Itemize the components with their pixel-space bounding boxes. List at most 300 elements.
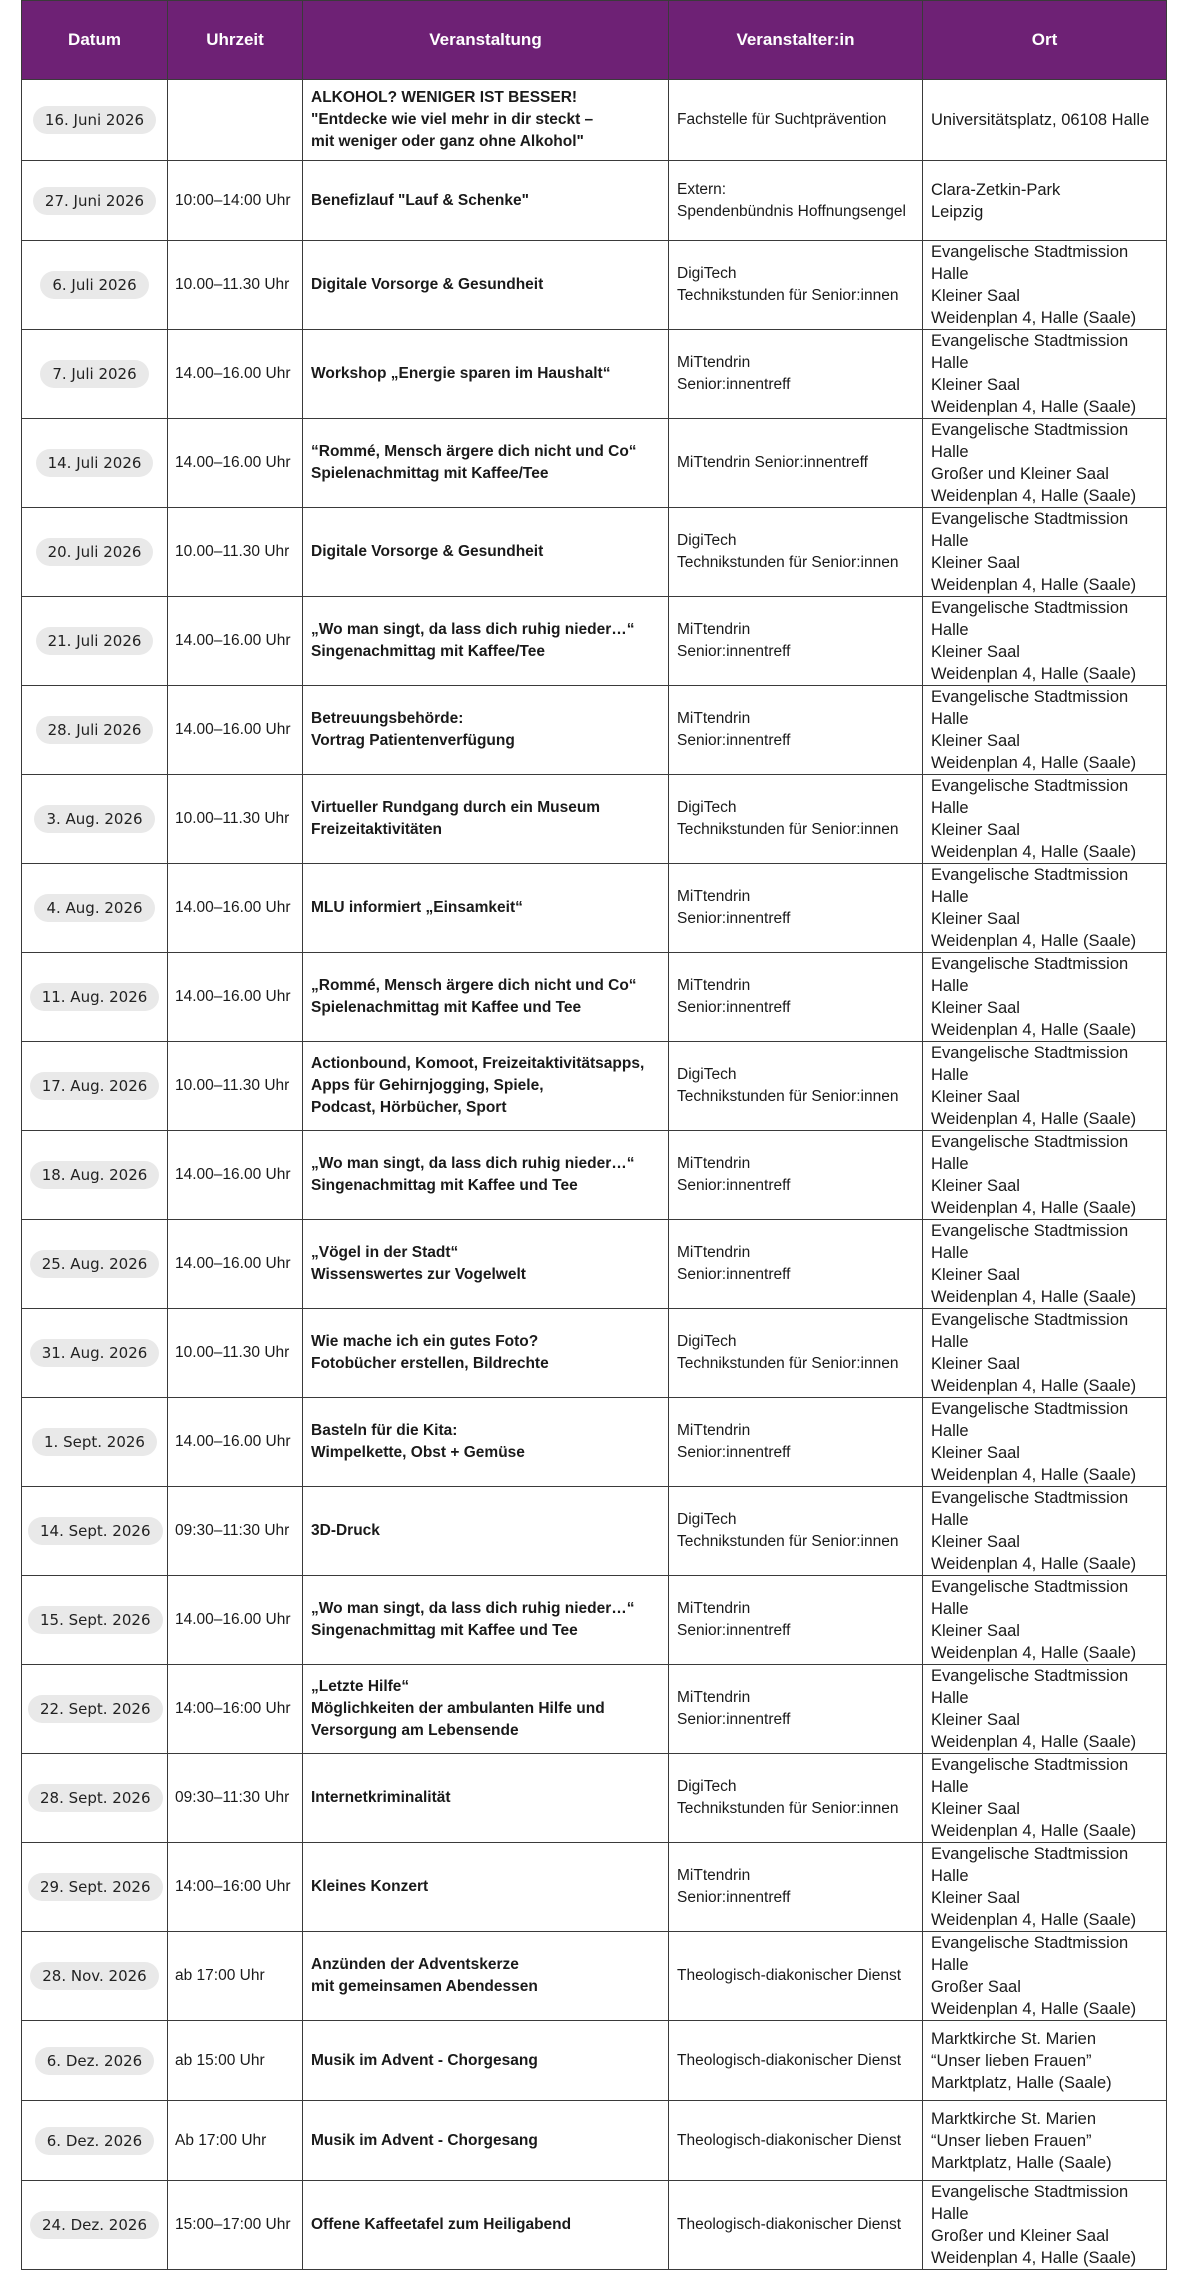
date-cell	[22, 953, 168, 1042]
place-cell	[923, 1754, 1167, 1843]
place-line: Evangelische Stadtmission Halle	[931, 688, 1129, 728]
event-cell	[303, 775, 669, 864]
date-badge: 11. Aug. 2026	[30, 983, 160, 1011]
place-line: Kleiner Saal	[931, 1533, 1020, 1551]
place-line: Evangelische Stadtmission Halle	[931, 1845, 1129, 1885]
table-row	[22, 1487, 1167, 1576]
event-cell	[303, 1665, 669, 1754]
place-cell	[923, 1487, 1167, 1576]
organizer-line: MiTtendrin	[677, 1600, 751, 1617]
place-cell	[923, 80, 1167, 161]
event-line: Virtueller Rundgang durch ein Museum	[311, 799, 601, 816]
date-badge: 21. Juli 2026	[36, 627, 154, 655]
place-line: Weidenplan 4, Halle (Saale)	[931, 1377, 1137, 1395]
table-row	[22, 686, 1167, 775]
organizer-line: Senior:innentreff	[677, 1444, 791, 1461]
organizer-cell	[669, 80, 923, 161]
event-line: Anzünden der Adventskerze	[311, 1956, 519, 1973]
place-line: Evangelische Stadtmission Halle	[931, 1578, 1129, 1618]
date-badge: 22. Sept. 2026	[28, 1695, 163, 1723]
event-line: Apps für Gehirnjogging, Spiele,	[311, 1077, 544, 1094]
date-cell	[22, 2101, 168, 2181]
place-line: “Unser lieben Frauen”	[931, 2051, 1092, 2070]
table-row	[22, 597, 1167, 686]
event-line: Wimpelkette, Obst + Gemüse	[311, 1444, 525, 1461]
event-cell	[303, 2181, 669, 2270]
place-line: Marktplatz, Halle (Saale)	[931, 2073, 1112, 2092]
event-line: MLU informiert „Einsamkeit“	[311, 899, 523, 916]
event-line: Benefizlauf "Lauf & Schenke"	[311, 191, 529, 209]
event-cell	[303, 2101, 669, 2181]
place-line: Evangelische Stadtmission Halle	[931, 1311, 1129, 1351]
place-line: Evangelische Stadtmission Halle	[931, 243, 1129, 283]
table-row	[22, 80, 1167, 161]
event-line: Vortrag Patientenverfügung	[311, 732, 515, 749]
organizer-line: MiTtendrin	[677, 977, 751, 994]
event-line: Kleines Konzert	[311, 1878, 429, 1895]
place-line: Marktkirche St. Marien	[931, 2029, 1097, 2048]
organizer-cell	[669, 330, 923, 419]
time-cell: 14.00–16.00 Uhr	[168, 330, 303, 419]
date-badge: 6. Dez. 2026	[35, 2047, 154, 2075]
organizer-line: DigiTech	[677, 1778, 737, 1795]
event-cell	[303, 864, 669, 953]
date-badge: 24. Dez. 2026	[30, 2211, 159, 2239]
event-line: Workshop „Energie sparen im Haushalt“	[311, 365, 611, 382]
organizer-line: MiTtendrin	[677, 1422, 751, 1439]
event-line: Digitale Vorsorge & Gesundheit	[311, 276, 544, 293]
organizer-line: DigiTech	[677, 1333, 737, 1350]
event-line: „Vögel in der Stadt“	[311, 1244, 459, 1261]
organizer-line: Theologisch-diakonischer Dienst	[677, 2131, 902, 2149]
place-cell	[923, 1843, 1167, 1932]
date-badge: 3. Aug. 2026	[34, 805, 154, 833]
column-header-veranstalterin: Veranstalter:in	[669, 1, 923, 80]
place-line: Universitätsplatz, 06108 Halle	[931, 111, 1150, 129]
table-row	[22, 1398, 1167, 1487]
place-line: Kleiner Saal	[931, 1711, 1020, 1729]
date-cell	[22, 330, 168, 419]
column-header-uhrzeit: Uhrzeit	[168, 1, 303, 80]
table-row	[22, 241, 1167, 330]
place-line: Weidenplan 4, Halle (Saale)	[931, 1466, 1137, 1484]
organizer-line: DigiTech	[677, 799, 737, 816]
table-row	[22, 508, 1167, 597]
table-row	[22, 1131, 1167, 1220]
organizer-line: Technikstunden für Senior:innen	[677, 821, 899, 838]
organizer-line: Technikstunden für Senior:innen	[677, 287, 899, 304]
organizer-line: MiTtendrin	[677, 621, 751, 638]
place-line: Kleiner Saal	[931, 287, 1020, 305]
organizer-cell	[669, 1042, 923, 1131]
organizer-cell	[669, 1576, 923, 1665]
event-line: „Wo man singt, da lass dich ruhig nieder…“	[311, 1155, 635, 1172]
organizer-cell	[669, 775, 923, 864]
table-row	[22, 1843, 1167, 1932]
date-cell	[22, 775, 168, 864]
place-line: Weidenplan 4, Halle (Saale)	[931, 754, 1137, 772]
place-line: Kleiner Saal	[931, 910, 1020, 928]
place-line: Kleiner Saal	[931, 821, 1020, 839]
organizer-cell	[669, 1398, 923, 1487]
date-cell	[22, 1843, 168, 1932]
event-cell	[303, 1487, 669, 1576]
place-cell	[923, 241, 1167, 330]
place-line: Leipzig	[931, 202, 984, 221]
date-badge: 31. Aug. 2026	[30, 1339, 160, 1367]
date-cell	[22, 2021, 168, 2101]
event-cell	[303, 1220, 669, 1309]
place-line: Evangelische Stadtmission Halle	[931, 1756, 1129, 1796]
organizer-line: Senior:innentreff	[677, 1266, 791, 1283]
event-cell	[303, 1932, 669, 2021]
event-line: Singenachmittag mit Kaffee und Tee	[311, 1622, 578, 1639]
organizer-line: Senior:innentreff	[677, 1889, 791, 1906]
place-line: Evangelische Stadtmission Halle	[931, 421, 1129, 461]
date-cell	[22, 1932, 168, 2021]
column-header-veranstaltung: Veranstaltung	[303, 1, 669, 80]
place-cell	[923, 1665, 1167, 1754]
place-line: Evangelische Stadtmission Halle	[931, 1934, 1129, 1974]
event-line: Spielenachmittag mit Kaffee und Tee	[311, 999, 582, 1016]
event-line: Wie mache ich ein gutes Foto?	[311, 1333, 539, 1350]
event-line: Musik im Advent - Chorgesang	[311, 2131, 538, 2149]
event-line: Versorgung am Lebensende	[311, 1722, 519, 1739]
event-cell	[303, 1843, 669, 1932]
organizer-cell	[669, 686, 923, 775]
time-cell: 10:00–14:00 Uhr	[168, 161, 303, 241]
event-line: “Rommé, Mensch ärgere dich nicht und Co“	[311, 443, 637, 460]
place-line: Weidenplan 4, Halle (Saale)	[931, 2000, 1137, 2018]
event-line: Basteln für die Kita:	[311, 1422, 458, 1439]
date-badge: 18. Aug. 2026	[30, 1161, 160, 1189]
table-row	[22, 1576, 1167, 1665]
time-cell: 14.00–16.00 Uhr	[168, 419, 303, 508]
organizer-cell	[669, 1131, 923, 1220]
place-line: Kleiner Saal	[931, 999, 1020, 1017]
organizer-cell	[669, 419, 923, 508]
event-line: Offene Kaffeetafel zum Heiligabend	[311, 2216, 572, 2233]
place-line: Weidenplan 4, Halle (Saale)	[931, 398, 1137, 416]
place-line: Marktplatz, Halle (Saale)	[931, 2153, 1112, 2172]
event-line: mit weniger oder ganz ohne Alkohol"	[311, 133, 584, 150]
time-cell: ab 17:00 Uhr	[168, 1932, 303, 2021]
time-cell: 14.00–16.00 Uhr	[168, 1220, 303, 1309]
time-cell: 10.00–11.30 Uhr	[168, 1309, 303, 1398]
place-line: Kleiner Saal	[931, 1266, 1020, 1284]
table-row	[22, 2101, 1167, 2181]
time-cell: 14.00–16.00 Uhr	[168, 1576, 303, 1665]
time-cell: 14.00–16.00 Uhr	[168, 953, 303, 1042]
date-badge: 14. Juli 2026	[36, 449, 154, 477]
place-cell	[923, 1131, 1167, 1220]
organizer-line: Fachstelle für Suchtprävention	[677, 111, 887, 128]
place-line: Evangelische Stadtmission Halle	[931, 1400, 1129, 1440]
date-badge: 25. Aug. 2026	[30, 1250, 160, 1278]
place-cell	[923, 2021, 1167, 2101]
event-line: Internetkriminalität	[311, 1789, 451, 1806]
event-line: ALKOHOL? WENIGER IST BESSER!	[311, 89, 578, 106]
organizer-line: DigiTech	[677, 1511, 737, 1528]
organizer-line: Senior:innentreff	[677, 1177, 791, 1194]
place-cell	[923, 419, 1167, 508]
table-header	[22, 1, 1167, 80]
place-line: Evangelische Stadtmission Halle	[931, 777, 1129, 817]
organizer-line: MiTtendrin Senior:innentreff	[677, 454, 868, 471]
place-line: Kleiner Saal	[931, 1622, 1020, 1640]
table-row	[22, 953, 1167, 1042]
time-cell: 10.00–11.30 Uhr	[168, 1042, 303, 1131]
place-line: Großer und Kleiner Saal	[931, 2227, 1109, 2245]
event-cell	[303, 161, 669, 241]
date-badge: 16. Juni 2026	[33, 106, 156, 134]
place-cell	[923, 1576, 1167, 1665]
place-line: “Unser lieben Frauen”	[931, 2131, 1092, 2150]
event-line: Podcast, Hörbücher, Sport	[311, 1099, 507, 1116]
date-badge: 6. Juli 2026	[40, 271, 148, 299]
table-row	[22, 1309, 1167, 1398]
organizer-cell	[669, 597, 923, 686]
table-row	[22, 419, 1167, 508]
table-row	[22, 2021, 1167, 2101]
organizer-cell	[669, 1220, 923, 1309]
event-cell	[303, 80, 669, 161]
event-schedule-table	[21, 0, 1167, 2270]
date-cell	[22, 161, 168, 241]
event-cell	[303, 1131, 669, 1220]
place-line: Clara-Zetkin-Park	[931, 180, 1061, 199]
table-row	[22, 1042, 1167, 1131]
event-line: "Entdecke wie viel mehr in dir steckt –	[311, 111, 594, 128]
organizer-line: DigiTech	[677, 532, 737, 549]
table-row	[22, 1220, 1167, 1309]
date-badge: 20. Juli 2026	[36, 538, 154, 566]
time-cell: 15:00–17:00 Uhr	[168, 2181, 303, 2270]
place-line: Evangelische Stadtmission Halle	[931, 510, 1129, 550]
place-line: Weidenplan 4, Halle (Saale)	[931, 487, 1137, 505]
date-badge: 1. Sept. 2026	[32, 1428, 157, 1456]
place-line: Marktkirche St. Marien	[931, 2109, 1097, 2128]
time-cell: ab 15:00 Uhr	[168, 2021, 303, 2101]
organizer-cell	[669, 241, 923, 330]
header-row	[22, 1, 1167, 80]
time-cell: 09:30–11:30 Uhr	[168, 1487, 303, 1576]
place-line: Evangelische Stadtmission Halle	[931, 866, 1129, 906]
date-cell	[22, 1754, 168, 1843]
organizer-line: Technikstunden für Senior:innen	[677, 1800, 899, 1817]
place-line: Weidenplan 4, Halle (Saale)	[931, 665, 1137, 683]
date-badge: 28. Juli 2026	[36, 716, 154, 744]
table-row	[22, 1932, 1167, 2021]
column-header-ort: Ort	[923, 1, 1167, 80]
date-cell	[22, 597, 168, 686]
organizer-line: DigiTech	[677, 265, 737, 282]
table-row	[22, 1665, 1167, 1754]
date-badge: 28. Nov. 2026	[30, 1962, 158, 1990]
organizer-cell	[669, 1843, 923, 1932]
date-cell	[22, 241, 168, 330]
place-line: Evangelische Stadtmission Halle	[931, 1222, 1129, 1262]
event-line: Singenachmittag mit Kaffee/Tee	[311, 643, 545, 660]
place-line: Weidenplan 4, Halle (Saale)	[931, 1555, 1137, 1573]
place-line: Großer Saal	[931, 1978, 1021, 1996]
organizer-cell	[669, 953, 923, 1042]
place-line: Weidenplan 4, Halle (Saale)	[931, 932, 1137, 950]
time-cell: 14:00–16:00 Uhr	[168, 1665, 303, 1754]
organizer-line: Theologisch-diakonischer Dienst	[677, 2051, 902, 2069]
place-line: Evangelische Stadtmission Halle	[931, 1044, 1129, 1084]
place-line: Weidenplan 4, Halle (Saale)	[931, 1021, 1137, 1039]
place-line: Kleiner Saal	[931, 1355, 1020, 1373]
event-line: „Letzte Hilfe“	[311, 1678, 410, 1695]
place-line: Weidenplan 4, Halle (Saale)	[931, 1110, 1137, 1128]
organizer-line: MiTtendrin	[677, 354, 751, 371]
date-badge: 29. Sept. 2026	[28, 1873, 163, 1901]
event-line: Musik im Advent - Chorgesang	[311, 2051, 538, 2069]
place-line: Weidenplan 4, Halle (Saale)	[931, 1288, 1137, 1306]
place-cell	[923, 953, 1167, 1042]
organizer-line: Technikstunden für Senior:innen	[677, 554, 899, 571]
time-cell: 10.00–11.30 Uhr	[168, 241, 303, 330]
table-body	[22, 80, 1167, 2270]
organizer-cell	[669, 508, 923, 597]
date-cell	[22, 1487, 168, 1576]
date-cell	[22, 419, 168, 508]
organizer-line: MiTtendrin	[677, 1867, 751, 1884]
place-line: Evangelische Stadtmission Halle	[931, 955, 1129, 995]
place-cell	[923, 1309, 1167, 1398]
place-line: Weidenplan 4, Halle (Saale)	[931, 2249, 1137, 2267]
event-line: Actionbound, Komoot, Freizeitaktivitätsapps,	[311, 1055, 645, 1072]
place-line: Weidenplan 4, Halle (Saale)	[931, 309, 1137, 327]
organizer-line: Senior:innentreff	[677, 732, 791, 749]
organizer-line: Technikstunden für Senior:innen	[677, 1533, 899, 1550]
event-cell	[303, 241, 669, 330]
place-line: Großer und Kleiner Saal	[931, 465, 1109, 483]
organizer-line: Theologisch-diakonischer Dienst	[677, 2216, 902, 2233]
table-row	[22, 161, 1167, 241]
time-cell: 10.00–11.30 Uhr	[168, 775, 303, 864]
date-cell	[22, 1309, 168, 1398]
event-cell	[303, 597, 669, 686]
date-cell	[22, 1042, 168, 1131]
event-line: Spielenachmittag mit Kaffee/Tee	[311, 465, 549, 482]
event-cell	[303, 508, 669, 597]
date-cell	[22, 864, 168, 953]
place-line: Kleiner Saal	[931, 732, 1020, 750]
organizer-line: DigiTech	[677, 1066, 737, 1083]
date-badge: 7. Juli 2026	[40, 360, 148, 388]
table-row	[22, 864, 1167, 953]
date-cell	[22, 1398, 168, 1487]
date-cell	[22, 2181, 168, 2270]
place-cell	[923, 686, 1167, 775]
event-cell	[303, 686, 669, 775]
event-cell	[303, 1576, 669, 1665]
event-line: mit gemeinsamen Abendessen	[311, 1978, 538, 1995]
time-cell: 10.00–11.30 Uhr	[168, 508, 303, 597]
event-cell	[303, 2021, 669, 2101]
organizer-cell	[669, 864, 923, 953]
date-badge: 28. Sept. 2026	[28, 1784, 163, 1812]
place-line: Kleiner Saal	[931, 1088, 1020, 1106]
event-cell	[303, 330, 669, 419]
place-line: Evangelische Stadtmission Halle	[931, 1133, 1129, 1173]
event-cell	[303, 1754, 669, 1843]
place-line: Weidenplan 4, Halle (Saale)	[931, 1644, 1137, 1662]
place-line: Kleiner Saal	[931, 1800, 1020, 1818]
event-line: „Wo man singt, da lass dich ruhig nieder…“	[311, 621, 635, 638]
organizer-line: Technikstunden für Senior:innen	[677, 1355, 899, 1372]
organizer-cell	[669, 1754, 923, 1843]
table-row	[22, 1754, 1167, 1843]
place-line: Kleiner Saal	[931, 1444, 1020, 1462]
time-cell: 14.00–16.00 Uhr	[168, 1131, 303, 1220]
place-cell	[923, 2101, 1167, 2181]
organizer-line: Senior:innentreff	[677, 1711, 791, 1728]
place-cell	[923, 1220, 1167, 1309]
place-line: Weidenplan 4, Halle (Saale)	[931, 1822, 1137, 1840]
organizer-cell	[669, 1932, 923, 2021]
place-cell	[923, 330, 1167, 419]
place-line: Weidenplan 4, Halle (Saale)	[931, 576, 1137, 594]
organizer-line: Senior:innentreff	[677, 910, 791, 927]
place-cell	[923, 161, 1167, 241]
organizer-cell	[669, 1309, 923, 1398]
event-cell	[303, 1398, 669, 1487]
organizer-cell	[669, 1665, 923, 1754]
organizer-line: MiTtendrin	[677, 1689, 751, 1706]
date-badge: 15. Sept. 2026	[28, 1606, 163, 1634]
date-cell	[22, 1576, 168, 1665]
event-line: Wissenswertes zur Vogelwelt	[311, 1266, 526, 1283]
place-line: Weidenplan 4, Halle (Saale)	[931, 1911, 1137, 1929]
organizer-line: Senior:innentreff	[677, 376, 791, 393]
time-cell: 14:00–16:00 Uhr	[168, 1843, 303, 1932]
organizer-line: Theologisch-diakonischer Dienst	[677, 1967, 902, 1984]
place-line: Kleiner Saal	[931, 376, 1020, 394]
organizer-line: MiTtendrin	[677, 1244, 751, 1261]
date-badge: 17. Aug. 2026	[30, 1072, 160, 1100]
event-line: Digitale Vorsorge & Gesundheit	[311, 543, 544, 560]
column-header-datum: Datum	[22, 1, 168, 80]
place-line: Weidenplan 4, Halle (Saale)	[931, 1199, 1137, 1217]
time-cell: 09:30–11:30 Uhr	[168, 1754, 303, 1843]
table-row	[22, 330, 1167, 419]
organizer-line: Senior:innentreff	[677, 999, 791, 1016]
organizer-cell	[669, 1487, 923, 1576]
schedule-wrapper	[21, 0, 1166, 2270]
organizer-cell	[669, 2181, 923, 2270]
time-cell: 14.00–16.00 Uhr	[168, 1398, 303, 1487]
organizer-line: Senior:innentreff	[677, 643, 791, 660]
place-cell	[923, 864, 1167, 953]
organizer-line: MiTtendrin	[677, 888, 751, 905]
place-line: Kleiner Saal	[931, 1889, 1020, 1907]
place-cell	[923, 1398, 1167, 1487]
place-line: Evangelische Stadtmission Halle	[931, 332, 1129, 372]
event-line: „Rommé, Mensch ärgere dich nicht und Co“	[311, 977, 637, 994]
place-cell	[923, 597, 1167, 686]
place-line: Evangelische Stadtmission Halle	[931, 2183, 1129, 2223]
event-line: 3D-Druck	[311, 1522, 380, 1539]
date-cell	[22, 1220, 168, 1309]
time-cell: 14.00–16.00 Uhr	[168, 864, 303, 953]
date-cell	[22, 508, 168, 597]
place-line: Weidenplan 4, Halle (Saale)	[931, 843, 1137, 861]
organizer-cell	[669, 2021, 923, 2101]
table-row	[22, 2181, 1167, 2270]
